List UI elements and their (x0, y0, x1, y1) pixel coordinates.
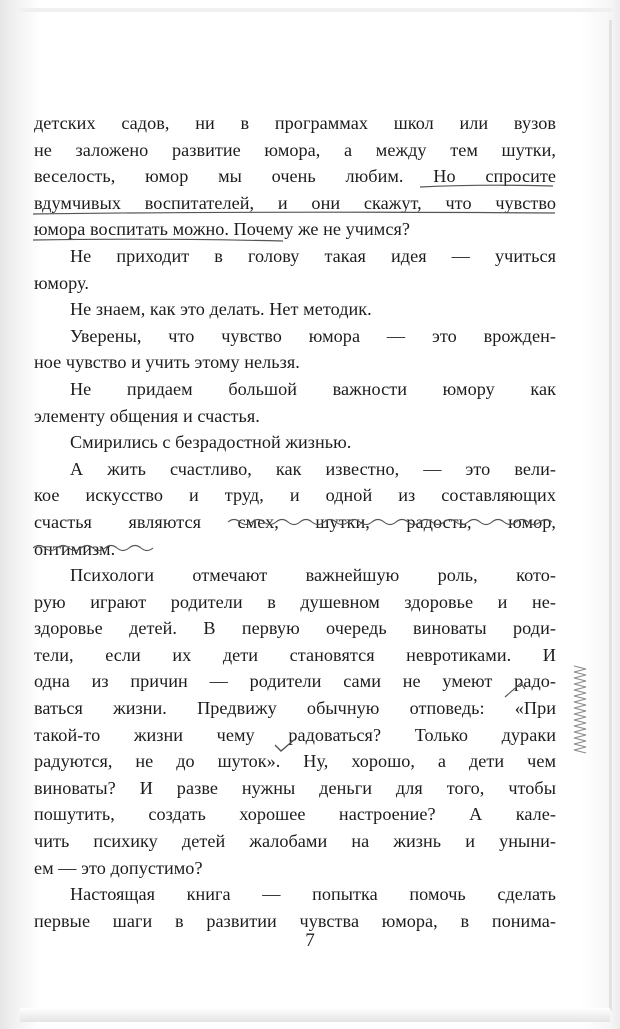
page-edge-bottom (20, 1008, 610, 1022)
body-text (34, 110, 556, 934)
text-line: чить психику детей жалобами на жизнь и уныни- (34, 831, 556, 852)
text-line: ваться жизни. Предвижу обычную отповедь: «При (34, 698, 556, 719)
text-line: элементу общения и счастья. (34, 405, 260, 426)
text-line: Уверены, что чувство юмора — это врожден- (70, 325, 556, 346)
page-edge-right (609, 20, 612, 1010)
text-line: вдумчивых воспитателей, и они скажут, что чувство (34, 192, 556, 213)
text-line: детских садов, ни в программах школ или вузов (34, 113, 556, 133)
text-line: Не приходит в голову такая идея — учиться (70, 245, 556, 266)
text-line: Настоящая книга — попытка помочь сделать (70, 884, 556, 905)
text-line: рую играют родители в душевном здоровье и не- (34, 591, 556, 612)
text-line: пошутить, создать хорошее настроение? А кале- (34, 804, 556, 825)
text-line: оптимизм. (34, 538, 116, 559)
text-line: веселость, юмор мы очень любим. Но спросите (34, 166, 556, 187)
text-line: Не придаем большой важности юмору как (70, 378, 556, 399)
text-line: юмору. (34, 272, 89, 293)
text-line: счастья являются смех, шутки, радость, юмор, (34, 511, 556, 532)
text-line: юмора воспитать можно. Почему же не учимся? (34, 219, 410, 240)
text-line: ное чувство и учить этому нельзя. (34, 352, 300, 373)
text-line: виноваты? И разве нужны деньги для того, чтобы (34, 777, 556, 798)
page-number: 7 (305, 930, 315, 951)
text-line: одна из причин — родители сами не умеют радо- (34, 671, 556, 692)
text-line: такой-то жизни чему радоваться? Только дураки (34, 724, 556, 745)
text-line: радуются, не до шуток». Ну, хорошо, а дети чем (34, 751, 556, 772)
text-line: ем — это допустимо? (34, 857, 203, 878)
page-edge-top (20, 8, 612, 12)
text-line: Психологи отмечают важнейшую роль, кото- (70, 565, 556, 586)
text-line: здоровье детей. В первую очередь виноваты роди- (34, 618, 556, 639)
text-line: не заложено развитие юмора, а между тем шутки, (34, 139, 556, 160)
text-line: тели, если их дети становятся невротиками. И (34, 644, 556, 665)
text-line: А жить счастливо, как известно, — это вели- (70, 458, 556, 479)
text-line: первые шаги в развитии чувства юмора, в понима- (34, 910, 556, 931)
text-line: Смирились с безрадостной жизнью. (70, 432, 352, 453)
text-line: кое искусство и труд, и одной из составляющих (34, 485, 556, 506)
text-line: Не знаем, как это делать. Нет методик. (70, 299, 372, 320)
